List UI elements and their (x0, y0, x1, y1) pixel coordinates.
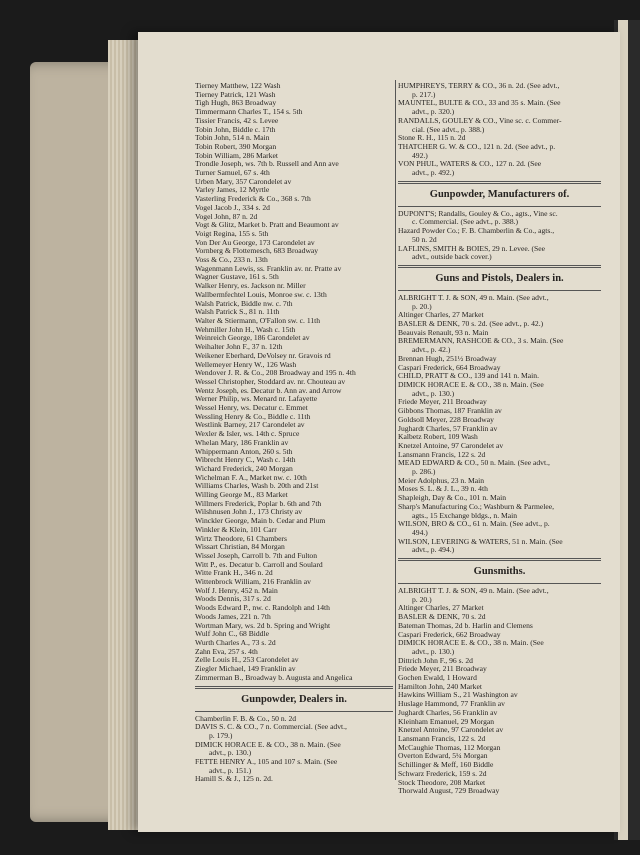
entry-line: Wessel Christopher, Stoddard av. nr. Chouteau av (195, 377, 346, 386)
entry-line: WILSON, BRO & CO., 61 n. Main. (See advt., p. (398, 520, 550, 529)
directory-entry (195, 230, 393, 239)
directory-entry (195, 273, 393, 282)
entry-line: Winkler & Klein, 101 Carr (195, 525, 277, 534)
entry-line: Voss & Co., 233 n. 13th (195, 256, 268, 265)
directory-entry (195, 282, 393, 291)
entry-line: Weihalter John F., 37 n. 12th (195, 343, 283, 352)
section-rule (195, 711, 393, 712)
section-rule (195, 686, 393, 689)
entry-line: Ziegler Michael, 149 Franklin av (195, 665, 296, 674)
entry-line: Friede Meyer, 211 Broadway (398, 665, 487, 674)
entry-line: Wulf John C., 68 Biddle (195, 630, 269, 639)
entry-line: Wibrecht Henry C., Wash c. 14th (195, 456, 296, 465)
directory-entry (195, 291, 393, 300)
directory-entry (195, 195, 393, 204)
entry-line: Dittrich John F., 96 s. 2d (398, 656, 473, 665)
directory-entry (398, 657, 601, 666)
entry-line: Vasterling Frederick & Co., 368 s. 7th (195, 195, 311, 204)
entry-line: Tobin John, 514 n. Main (195, 134, 270, 143)
directory-entry (398, 451, 601, 460)
entry-line: Wolf J. Henry, 452 n. Main (195, 586, 278, 595)
entry-line: Hawkins William S., 21 Washington av (398, 691, 518, 700)
entry-line: Zelle Louis H., 253 Carondelet av (195, 656, 299, 665)
directory-entry (195, 387, 393, 396)
entry-line: Hazard Powder Co.; F. B. Chamberlin & Co., agts., (398, 227, 555, 236)
entry-line: Brennan Hugh, 251½ Broadway (398, 354, 497, 363)
directory-entry (195, 552, 393, 561)
entry-line: Wentz Joseph, es. Decatur b. Ann av. and Arrow (195, 386, 342, 395)
gunpowder-dealers-entries (195, 715, 393, 785)
entry-line: Schwarz Frederick, 159 s. 2d (398, 769, 487, 778)
entry-continuation-line: cial. (See advt., p. 388.) (412, 125, 485, 134)
directory-entry (195, 256, 393, 265)
entry-line: WILSON, LEVERING & WATERS, 51 n. Main. (See (398, 537, 563, 546)
directory-entry (195, 508, 393, 517)
directory-entry (195, 543, 393, 552)
entry-line: MAUNTEL, BULTE & CO., 33 and 35 s. Main. (See (398, 99, 561, 108)
directory-entry (398, 744, 601, 753)
entry-continuation-line: advt., p. 42.) (412, 346, 451, 355)
directory-entry (398, 355, 601, 364)
directory-entry (398, 245, 601, 262)
directory-entry (195, 723, 393, 740)
entry-line: Wirtz Theodore, 61 Chambers (195, 534, 287, 543)
entry-line: LAFLINS, SMITH & BOIES, 29 n. Levee. (See (398, 244, 546, 253)
directory-entry (398, 779, 601, 788)
directory-entry (195, 213, 393, 222)
directory-entry (195, 578, 393, 587)
entry-continuation-line: advt., p. 130.) (412, 389, 455, 398)
entry-line: BREMERMANN, RASHCOE & CO., 3 s. Main. (See (398, 337, 564, 346)
entry-line: Woods Edward P., nw. c. Randolph and 14th (195, 604, 330, 613)
directory-entry (195, 439, 393, 448)
directory-entry (398, 398, 601, 407)
directory-entry (195, 117, 393, 126)
directory-entry (195, 448, 393, 457)
directory-entry (195, 99, 393, 108)
directory-entry (195, 395, 393, 404)
entry-line: Wortman Mary, ws. 2d b. Spring and Wright (195, 621, 331, 630)
directory-entry (195, 622, 393, 631)
left-entries (195, 82, 393, 683)
entry-line: Wendover J. R. & Co., 208 Broadway and 195 n. 4th (195, 369, 356, 378)
entry-continuation-line: p. 217.) (412, 90, 436, 99)
entry-line: Urben Mary, 357 Carondelet av (195, 177, 292, 186)
directory-entry (195, 561, 393, 570)
directory-entry (195, 160, 393, 169)
directory-entry (398, 735, 601, 744)
section-rule (398, 583, 601, 584)
directory-entry (398, 613, 601, 622)
directory-entry (398, 485, 601, 494)
section-rule (398, 181, 601, 184)
directory-entry (195, 239, 393, 248)
entry-line: DAVIS S. C. & CO., 7 n. Commercial. (See advt., (195, 723, 347, 732)
directory-entry (195, 775, 393, 784)
entry-line: McCaughie Thomas, 112 Morgan (398, 743, 501, 752)
entry-line: Moses S. L. & J. L., 39 n. 4th (398, 485, 488, 494)
directory-entry (398, 311, 601, 320)
entry-line: ALBRIGHT T. J. & SON, 49 n. Main. (See advt., (398, 293, 549, 302)
directory-entry (195, 569, 393, 578)
directory-entry (398, 538, 601, 555)
entry-line: Wissel Joseph, Carroll b. 7th and Fulton (195, 551, 318, 560)
directory-entry (195, 758, 393, 775)
entry-line: Stone R. H., 115 n. 2d (398, 134, 466, 143)
entry-line: Altinger Charles, 27 Market (398, 604, 484, 613)
right-sections (398, 181, 601, 796)
directory-entry (398, 718, 601, 727)
entry-line: Witt P., es. Decatur b. Carroll and Soulard (195, 560, 323, 569)
directory-entry (398, 459, 601, 476)
directory-entry (398, 520, 601, 537)
directory-entry (398, 477, 601, 486)
entry-line: Hamill S. & J., 125 n. 2d. (195, 775, 273, 784)
entry-line: Beauvais Renault, 93 n. Main (398, 328, 489, 337)
entry-line: Zimmerman B., Broadway b. Augusta and Angelica (195, 673, 353, 682)
entry-line: FETTE HENRY A., 105 and 107 s. Main. (See (195, 758, 338, 767)
directory-entry (195, 430, 393, 439)
entry-line: Voigt Regina, 155 s. 5th (195, 229, 269, 238)
section-heading: Guns and Pistols, Dealers in. (435, 272, 564, 284)
directory-entry (195, 186, 393, 195)
entry-line: Chamberlin F. B. & Co., 50 n. 2d (195, 714, 297, 723)
right-column (398, 82, 601, 796)
entry-continuation-line: c. Commercial. (See advt., p. 388.) (412, 218, 519, 227)
entry-line: Wagenmann Lewis, ss. Franklin av. nr. Pratte av (195, 264, 342, 273)
entry-line: Vornberg & Flottemesch, 683 Broadway (195, 247, 319, 256)
entry-line: Woods Dennis, 317 s. 2d (195, 595, 271, 604)
directory-entry (195, 715, 393, 724)
directory-entry (195, 595, 393, 604)
directory-entry (195, 500, 393, 509)
directory-entry (195, 535, 393, 544)
directory-entry (398, 294, 601, 311)
entry-line: Gochen Ewald, 1 Howard (398, 674, 477, 683)
entry-line: Walter & Stiermann, O'Fallon sw. c. 11th (195, 316, 321, 325)
entry-line: Shapleigh, Day & Co., 101 n. Main (398, 494, 506, 503)
entry-line: Tigh Hugh, 863 Broadway (195, 99, 277, 108)
directory-entry (195, 152, 393, 161)
entry-line: Tissier Francis, 42 s. Levee (195, 116, 279, 125)
directory-entry (398, 726, 601, 735)
entry-line: Whippermann Anton, 260 s. 5th (195, 447, 293, 456)
directory-entry (195, 741, 393, 758)
directory-entry (398, 752, 601, 761)
entry-line: Wessel Henry, ws. Decatur c. Emmet (195, 404, 308, 413)
entry-line: Wagner Gustave, 161 s. 5th (195, 273, 279, 282)
section-entries (398, 587, 601, 796)
right-top-entries (398, 82, 601, 178)
entry-line: DIMICK HORACE E. & CO., 38 n. Main. (See (195, 740, 341, 749)
entry-line: Tierney Matthew, 122 Wash (195, 82, 281, 90)
entry-line: Werner Philip, ws. Menard nr. Lafayette (195, 395, 318, 404)
directory-entry (398, 442, 601, 451)
directory-entry (195, 221, 393, 230)
entry-continuation-line: p. 286.) (412, 468, 436, 477)
directory-entry (195, 143, 393, 152)
directory-entry (195, 656, 393, 665)
directory-entry (195, 247, 393, 256)
directory-entry (398, 407, 601, 416)
entry-line: Walker Henry, es. Jackson nr. Miller (195, 282, 306, 291)
directory-entry (398, 787, 601, 796)
entry-line: Gibbons Thomas, 187 Franklin av (398, 407, 502, 416)
entry-line: Thorwald August, 729 Broadway (398, 787, 500, 796)
entry-line: Willing George M., 83 Market (195, 491, 288, 500)
left-column (195, 82, 393, 784)
directory-entry (195, 648, 393, 657)
entry-line: Willmers Frederick, Poplar b. 6th and 7th (195, 499, 322, 508)
entry-line: Wichard Frederick, 240 Morgan (195, 464, 293, 473)
directory-entry (195, 421, 393, 430)
entry-line: Tobin John, Biddle c. 17th (195, 125, 276, 134)
entry-line: Lansmann Francis, 122 s. 2d (398, 735, 486, 743)
entry-line: Lansmann Francis, 122 s. 2d (398, 450, 486, 459)
entry-continuation-line: advt., outside back cover.) (412, 253, 492, 262)
directory-entry (398, 674, 601, 683)
entry-line: Timmermann Charles T., 154 s. 5th (195, 108, 303, 117)
directory-entry (398, 433, 601, 442)
directory-entry (195, 404, 393, 413)
entry-line: Tierney Patrick, 121 Wash (195, 90, 276, 99)
entry-line: Williams Charles, Wash b. 20th and 21st (195, 482, 319, 491)
entry-line: Walsh Patrick, Biddle nw. c. 7th (195, 299, 293, 308)
entry-line: Tobin Robert, 390 Morgan (195, 142, 277, 151)
entry-line: Jughardt Charles, 57 Franklin av (398, 424, 498, 433)
directory-entry (195, 343, 393, 352)
directory-entry (195, 352, 393, 361)
entry-line: BASLER & DENK, 70 s. 2d (398, 613, 486, 622)
entry-line: Overton Edward, 5¼ Morgan (398, 752, 488, 761)
section-heading-gunpowder-dealers: Gunpowder, Dealers in. (241, 693, 347, 705)
entry-continuation-line: advt., p. 492.) (412, 169, 455, 178)
directory-entry (195, 178, 393, 187)
directory-entry (195, 361, 393, 370)
entry-continuation-line: 50 n. 2d (412, 235, 437, 244)
directory-entry (398, 320, 601, 329)
directory-entry (195, 126, 393, 135)
entry-continuation-line: advt., p. 130.) (412, 647, 455, 656)
entry-line: Kalbetz Robert, 109 Wash (398, 433, 478, 442)
entry-line: Wehmiller John H., Wash c. 15th (195, 325, 296, 334)
directory-entry (195, 317, 393, 326)
entry-line: VON PHUL, WATERS & CO., 127 n. 2d. (See (398, 160, 542, 169)
directory-entry (398, 134, 601, 143)
directory-entry (195, 587, 393, 596)
entry-line: THATCHER G. W. & CO., 121 n. 2d. (See advt., p. (398, 142, 556, 151)
directory-entry (398, 337, 601, 354)
directory-entry (195, 526, 393, 535)
directory-entry (398, 82, 601, 99)
entry-line: Knetzel Antoine, 97 Carondelet av (398, 441, 504, 450)
entry-line: Goldsoll Meyer, 228 Broadway (398, 415, 494, 424)
entry-line: Stock Theodore, 208 Market (398, 778, 486, 787)
entry-line: Kleinham Emanuel, 29 Morgan (398, 717, 495, 726)
section-rule (398, 558, 601, 561)
entry-line: Meier Adolphus, 23 n. Main (398, 476, 485, 485)
entry-continuation-line: advt., p. 320.) (412, 108, 455, 117)
entry-line: Winckler George, Main b. Cedar and Plum (195, 517, 326, 526)
directory-entry (195, 491, 393, 500)
entry-line: HUMPHREYS, TERRY & CO., 36 n. 2d. (See advt., (398, 82, 560, 90)
entry-continuation-line: p. 20.) (412, 302, 432, 311)
directory-entry (398, 227, 601, 244)
directory-entry (398, 329, 601, 338)
directory-entry (195, 82, 393, 91)
entry-line: Whelan Mary, 186 Franklin av (195, 438, 289, 447)
directory-entry (195, 204, 393, 213)
entry-line: Westlink Barney, 217 Carondelet av (195, 421, 305, 430)
directory-entry (398, 494, 601, 503)
entry-line: RANDALLS, GOULEY & CO., Vine sc. c. Commer- (398, 116, 562, 125)
entry-line: Witte Frank H., 346 n. 2d (195, 569, 273, 578)
entry-line: Bateman Thomas, 2d b. Harlin and Clemens (398, 621, 533, 630)
directory-entry (398, 622, 601, 631)
section-rule (398, 206, 601, 207)
section-entries (398, 210, 601, 262)
directory-entry (195, 265, 393, 274)
entry-line: Friede Meyer, 211 Broadway (398, 398, 487, 407)
entry-continuation-line: advt., p. 130.) (209, 749, 252, 758)
directory-entry (398, 761, 601, 770)
entry-line: ALBRIGHT T. J. & SON, 49 n. Main. (See advt., (398, 587, 549, 596)
directory-entry (195, 630, 393, 639)
entry-line: DIMICK HORACE E. & CO., 38 n. Main. (See (398, 639, 544, 648)
directory-entry (195, 465, 393, 474)
directory-entry (398, 700, 601, 709)
directory-entry (195, 108, 393, 117)
column-divider (395, 80, 396, 780)
entry-line: Zahn Eva, 257 s. 4th (195, 647, 258, 656)
entry-continuation-line: 492.) (412, 151, 428, 160)
entry-line: CHILD, PRATT & CO., 139 and 141 n. Main. (398, 372, 539, 381)
directory-entry (195, 300, 393, 309)
entry-line: Knetzel Antoine, 97 Carondelet av (398, 726, 504, 735)
entry-line: Caspari Frederick, 662 Broadway (398, 630, 501, 639)
directory-entry (195, 482, 393, 491)
entry-line: Vogel Jacob J., 334 s. 2d (195, 203, 270, 212)
entry-line: BASLER & DENK, 70 s. 2d. (See advt., p. 42.) (398, 320, 544, 329)
directory-entry (398, 770, 601, 779)
directory-entry (398, 372, 601, 381)
directory-entry (398, 210, 601, 227)
entry-line: Wexler & Isler, ws. 14th c. Spruce (195, 430, 300, 439)
directory-entry (398, 683, 601, 692)
directory-entry (195, 369, 393, 378)
section-rule (398, 265, 601, 268)
entry-line: Vogel John, 87 n. 2d (195, 212, 258, 221)
directory-entry (195, 665, 393, 674)
directory-entry (195, 517, 393, 526)
entry-continuation-line: agts., 15 Exchange bldgs., n. Main (412, 511, 518, 520)
entry-line: Tobin William, 286 Market (195, 151, 278, 160)
directory-entry (398, 381, 601, 398)
directory-entry (195, 134, 393, 143)
directory-entry (398, 99, 601, 116)
directory-entry (195, 334, 393, 343)
entry-line: Huslage Hammond, 77 Franklin av (398, 700, 505, 709)
section-heading: Gunpowder, Manufacturers of. (429, 188, 570, 200)
entry-line: Sharp's Manufacturing Co.; Washburn & Parmelee, (398, 502, 555, 511)
entry-line: MEAD EDWARD & CO., 50 n. Main. (See advt., (398, 459, 550, 468)
directory-entry (398, 117, 601, 134)
entry-line: Vogt & Glitz, Market b. Pratt and Beaumont av (195, 221, 339, 230)
entry-line: Wilshnusen John J., 173 Christy av (195, 508, 303, 517)
entry-line: Woods James, 221 n. 7th (195, 612, 271, 621)
directory-entry (398, 691, 601, 700)
entry-line: Altinger Charles, 27 Market (398, 311, 484, 320)
entry-line: Weinreich George, 186 Carondelet av (195, 334, 310, 343)
directory-entry (398, 425, 601, 434)
entry-continuation-line: advt., p. 151.) (209, 766, 252, 775)
directory-entry (398, 364, 601, 373)
directory-entry (195, 326, 393, 335)
entry-line: Von Der Au George, 173 Carondelet av (195, 238, 315, 247)
entry-line: DUPONT'S; Randalls, Gouley & Co., agts., Vine sc. (398, 209, 558, 218)
entry-line: Hamilton John, 240 Market (398, 682, 482, 691)
directory-entry (195, 91, 393, 100)
directory-entry (398, 604, 601, 613)
directory-entry (195, 308, 393, 317)
directory-entry (195, 413, 393, 422)
directory-entry (195, 674, 393, 683)
directory-entry (398, 503, 601, 520)
directory-entry (195, 378, 393, 387)
directory-entry (398, 665, 601, 674)
directory-entry (195, 639, 393, 648)
entry-line: Wessling Henry & Co., Biddle c. 11th (195, 412, 311, 421)
entry-line: Jughardt Charles, 56 Franklin av (398, 708, 498, 717)
directory-entry (398, 631, 601, 640)
directory-entry (195, 169, 393, 178)
entry-continuation-line: 494.) (412, 528, 428, 537)
entry-continuation-line: p. 179.) (209, 731, 233, 740)
entry-line: Walsh Patrick S., 81 n. 11th (195, 308, 280, 317)
entry-line: Wallbermfechtel Louis, Monroe sw. c. 13th (195, 290, 327, 299)
section-rule (398, 290, 601, 291)
entry-continuation-line: p. 20.) (412, 595, 432, 604)
entry-line: Trondle Joseph, ws. 7th b. Russell and Ann ave (195, 160, 339, 169)
entry-line: Wichelman F. A., Market nw. c. 10th (195, 473, 307, 482)
entry-line: Varley James, 12 Myrtle (195, 186, 270, 195)
entry-line: DIMICK HORACE E. & CO., 38 n. Main. (See (398, 380, 544, 389)
directory-entry (398, 709, 601, 718)
entry-line: Weikener Eberhard, DeVolsey nr. Gravois rd (195, 351, 331, 360)
entry-line: Wissart Christian, 84 Morgan (195, 543, 285, 552)
section-entries (398, 294, 601, 555)
directory-entry (398, 416, 601, 425)
directory-entry (195, 604, 393, 613)
entry-line: Wurth Charles A., 73 s. 2d (195, 639, 276, 647)
entry-line: Schillinger & Meff, 160 Biddle (398, 761, 494, 770)
directory-entry (195, 613, 393, 622)
entry-line: Turner Samuel, 67 s. 4th (195, 169, 270, 178)
entry-line: Wittenbrock William, 216 Franklin av (195, 578, 311, 587)
directory-entry (398, 143, 601, 160)
section-heading: Gunsmiths. (473, 566, 526, 578)
entry-line: Wellemeyer Henry W., 126 Wash (195, 360, 297, 369)
directory-entry (195, 456, 393, 465)
directory-entry (398, 160, 601, 177)
directory-entry (398, 639, 601, 656)
entry-continuation-line: advt., p. 494.) (412, 546, 455, 555)
entry-line: Caspari Frederick, 664 Broadway (398, 363, 501, 372)
directory-entry (398, 587, 601, 604)
directory-entry (195, 474, 393, 483)
